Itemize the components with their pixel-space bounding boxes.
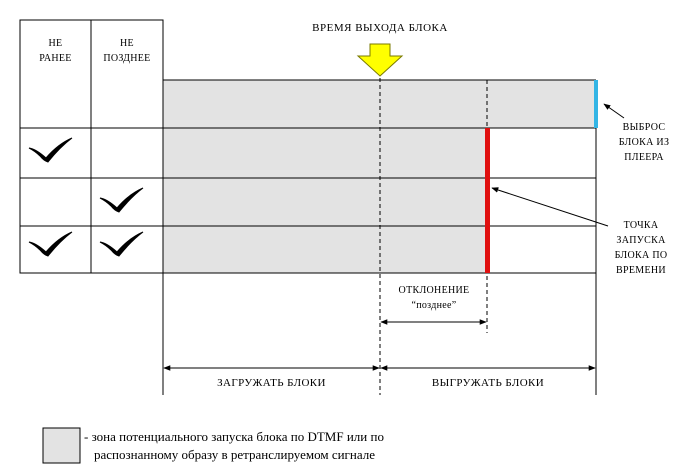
exit-time-title: ВРЕМЯ ВЫХОДА БЛОКА (312, 22, 448, 34)
legend-swatch (43, 428, 80, 463)
legend-text (84, 428, 524, 464)
zone-row-3 (163, 178, 487, 226)
down-arrow-icon (358, 44, 402, 76)
unload-zone-label: ВЫГРУЖАТЬ БЛОКИ (431, 377, 545, 389)
eject-annotation: ВЫБРОС БЛОКА ИЗ ПЛЕЕРА (618, 122, 670, 163)
start-pointer (492, 188, 608, 226)
eject-pointer (604, 104, 624, 118)
col-not-later-header: НЕ ПОЗДНЕЕ (103, 38, 151, 64)
legend-line-1: - зона потенциального запуска блока по DTMF или по (84, 429, 384, 444)
zone-row-2 (163, 128, 487, 178)
start-marker (485, 128, 490, 273)
col-not-earlier-header: НЕ РАНЕЕ (39, 38, 72, 64)
legend-line-2: распознанному образу в ретранслируемом сигнале (94, 447, 375, 462)
checkmark-icon (29, 138, 72, 162)
zone-row-4 (163, 226, 487, 273)
load-zone-label: ЗАГРУЖАТЬ БЛОКИ (217, 377, 326, 389)
checkmark-icon (29, 232, 72, 256)
deviation-annotation: ОТКЛОНЕНИЕ “позднее” (398, 285, 470, 311)
start-point-annotation: ТОЧКА ЗАПУСКА БЛОКА ПО ВРЕМЕНИ (614, 220, 668, 276)
eject-marker (594, 80, 598, 128)
zone-row-1 (163, 80, 595, 128)
checkmark-icon (100, 188, 143, 212)
checkmark-icon (100, 232, 143, 256)
